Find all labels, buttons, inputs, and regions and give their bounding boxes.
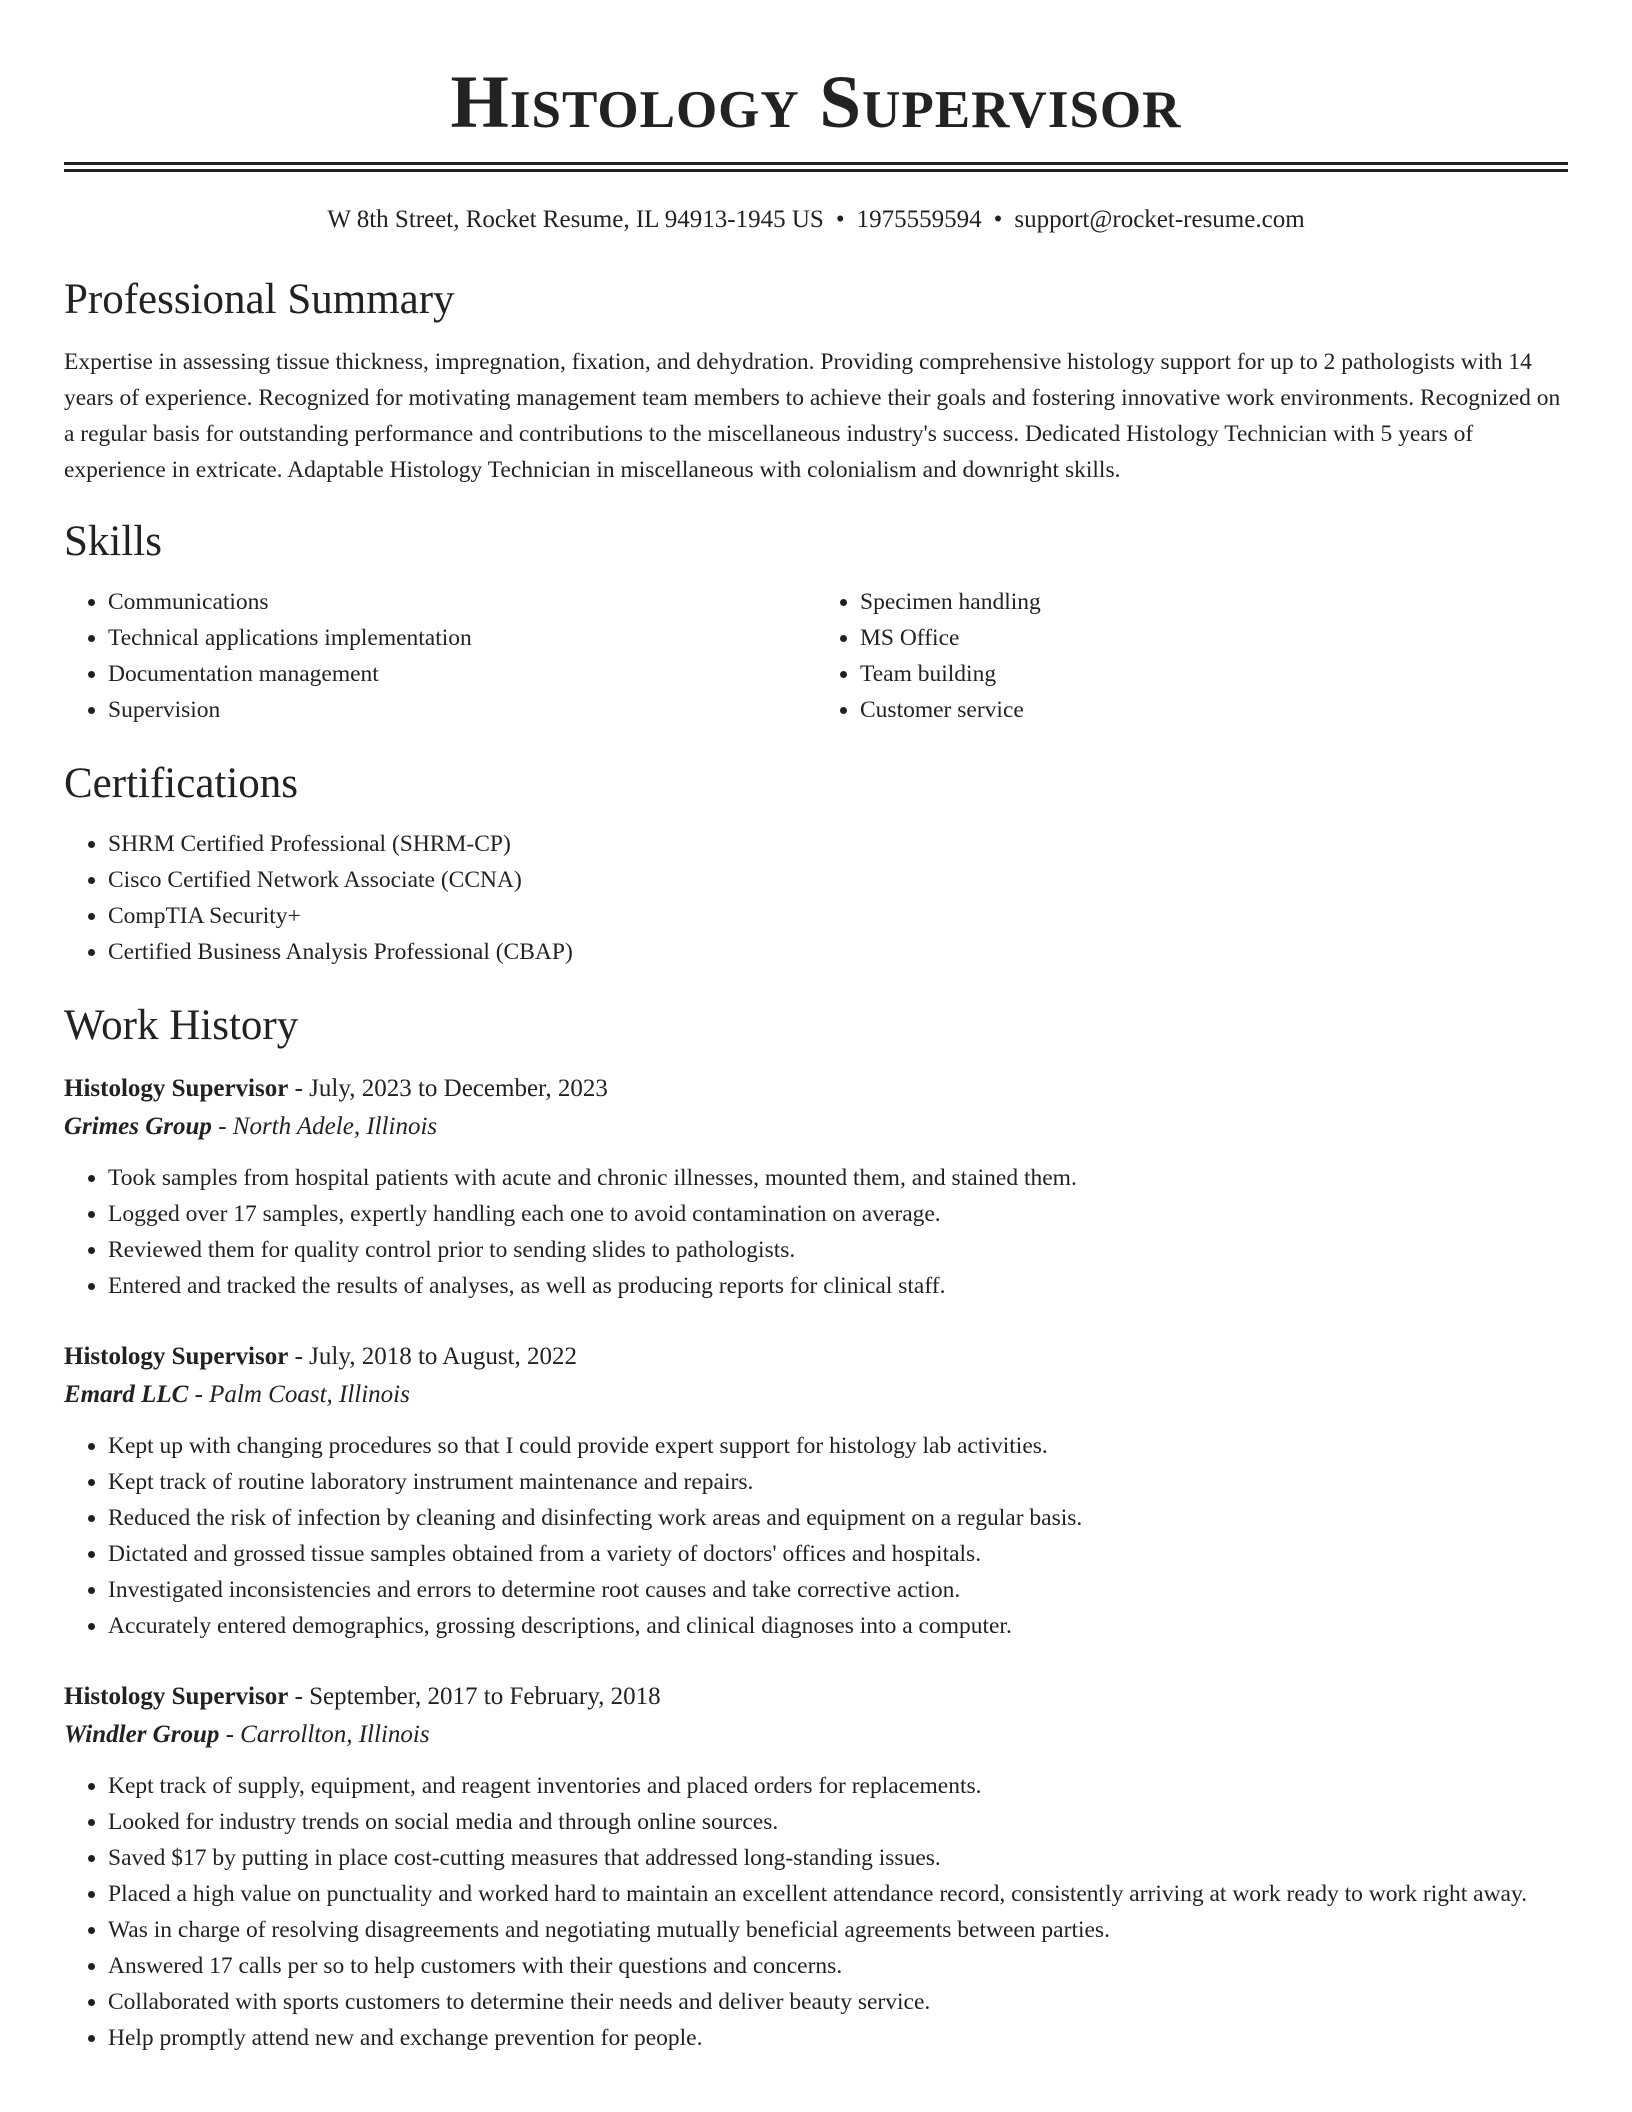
summary-text: Expertise in assessing tissue thickness, impregnation, fixation, and dehydration. Providing comprehensive histology support for up to 2 pathologists with 14 years of experience. Recognized for motivating management team members to achieve their goals and fostering innovative work environments. Recognized on a regular basis for outstanding performance and contributions to the miscellaneous industry's success. Dedicated Histology Technician with 5 years of experience in extricate. Adaptable Histology Technician in miscellaneous with colonialism and downright skills. [64, 349, 1561, 483]
job-title-line [64, 1678, 1568, 1716]
skills-heading: Skills [64, 518, 162, 565]
duty-item: • Accurately entered demographics, grossing descriptions, and clinical diagnoses into a computer. [108, 1608, 1568, 1644]
job-duties-list [64, 1768, 1568, 2056]
skill-item: • Supervision [108, 692, 816, 728]
duty-item: • Answered 17 calls per so to help customers with their questions and concerns. [108, 1948, 1568, 1984]
job-company-line [64, 1716, 1568, 1754]
duty-item: • Reviewed them for quality control prior to sending slides to pathologists. [108, 1232, 1568, 1268]
job-duties-list [64, 1160, 1568, 1304]
duty-item: • Help promptly attend new and exchange prevention for people. [108, 2020, 1568, 2056]
duty-item: • Was in charge of resolving disagreements and negotiating mutually beneficial agreements between parties. [108, 1912, 1568, 1948]
duty-item: • Investigated inconsistencies and errors to determine root causes and take corrective action. [108, 1572, 1568, 1608]
duty-item: • Entered and tracked the results of analyses, as well as producing reports for clinical staff. [108, 1268, 1568, 1304]
job-dates: - July, 2023 to December, 2023 [288, 1075, 608, 1102]
job-dates: - July, 2018 to August, 2022 [288, 1343, 577, 1370]
job-location: - North Adele, Illinois [211, 1113, 438, 1140]
job-dates: - September, 2017 to February, 2018 [288, 1683, 661, 1710]
certification-item: • SHRM Certified Professional (SHRM-CP) [108, 826, 1568, 862]
job-company: Emard LLC [64, 1381, 189, 1408]
contact-separator: • [993, 206, 1003, 233]
skill-item: • Communications [108, 584, 816, 620]
job-location: - Carrollton, Illinois [219, 1721, 430, 1748]
resume-title: Histology Supervisor [450, 61, 1182, 144]
certification-item: • CompTIA Security+ [108, 898, 1568, 934]
skills-columns [64, 584, 1568, 728]
summary-heading: Professional Summary [64, 276, 455, 323]
duty-item: • Looked for industry trends on social media and through online sources. [108, 1804, 1568, 1840]
duty-item: • Logged over 17 samples, expertly handling each one to avoid contamination on average. [108, 1196, 1568, 1232]
contact-separator: • [835, 206, 845, 233]
contact-email: support@rocket-resume.com [1014, 206, 1305, 233]
certification-item: • Certified Business Analysis Professional (CBAP) [108, 934, 1568, 970]
job-title-line [64, 1338, 1568, 1376]
contact-address: W 8th Street, Rocket Resume, IL 94913-1945 US [327, 206, 824, 233]
duty-item: • Kept up with changing procedures so that I could provide expert support for histology lab activities. [108, 1428, 1568, 1464]
skill-item: • Specimen handling [860, 584, 1568, 620]
job-company-line [64, 1108, 1568, 1146]
contact-phone: 1975559594 [856, 206, 982, 233]
skill-item: • Documentation management [108, 656, 816, 692]
certifications-list [64, 826, 1568, 970]
certifications-heading: Certifications [64, 760, 299, 807]
job-company: Grimes Group [64, 1113, 212, 1140]
work-history-heading: Work History [64, 1002, 299, 1049]
skills-list-left [64, 584, 816, 728]
duty-item: • Took samples from hospital patients with acute and chronic illnesses, mounted them, and stained them. [108, 1160, 1568, 1196]
duty-item: • Collaborated with sports customers to determine their needs and deliver beauty service. [108, 1984, 1568, 2020]
job-entry [64, 1338, 1568, 1644]
duty-item: • Reduced the risk of infection by cleaning and disinfecting work areas and equipment on a regular basis. [108, 1500, 1568, 1536]
duty-item: • Placed a high value on punctuality and worked hard to maintain an excellent attendance record, consistently arriving at work ready to work right away. [108, 1876, 1568, 1912]
job-entry [64, 1070, 1568, 1304]
job-company: Windler Group [64, 1721, 220, 1748]
skill-item: • Team building [860, 656, 1568, 692]
skills-list-right [816, 584, 1568, 728]
duty-item: • Kept track of supply, equipment, and reagent inventories and placed orders for replacements. [108, 1768, 1568, 1804]
certification-item: • Cisco Certified Network Associate (CCNA) [108, 862, 1568, 898]
duty-item: • Dictated and grossed tissue samples obtained from a variety of doctors' offices and hospitals. [108, 1536, 1568, 1572]
title-double-rule [64, 162, 1568, 172]
job-role: Histology Supervisor [64, 1343, 289, 1370]
contact-line [64, 204, 1568, 236]
duty-item: • Saved $17 by putting in place cost-cutting measures that addressed long-standing issues. [108, 1840, 1568, 1876]
job-role: Histology Supervisor [64, 1683, 289, 1710]
job-entry [64, 1678, 1568, 2056]
duty-item: • Kept track of routine laboratory instrument maintenance and repairs. [108, 1464, 1568, 1500]
job-title-line [64, 1070, 1568, 1108]
job-company-line [64, 1376, 1568, 1414]
job-location: - Palm Coast, Illinois [188, 1381, 410, 1408]
skill-item: • Customer service [860, 692, 1568, 728]
skill-item: • Technical applications implementation [108, 620, 816, 656]
skill-item: • MS Office [860, 620, 1568, 656]
job-duties-list [64, 1428, 1568, 1644]
resume-page [64, 0, 1568, 2056]
job-role: Histology Supervisor [64, 1075, 289, 1102]
